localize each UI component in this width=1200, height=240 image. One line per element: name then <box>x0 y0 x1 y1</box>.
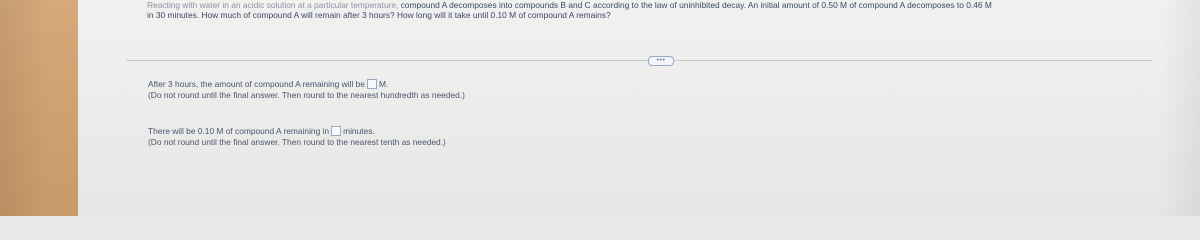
answer-1-input[interactable] <box>367 79 377 89</box>
question-line-1-main: compound A decomposes into compounds B and C according to the law of uninhibited decay. An initial amount of 0.50 M of compound A decomposes to 0.46 M <box>398 0 992 10</box>
section-divider <box>126 60 1152 61</box>
screen-edge-shadow <box>1160 0 1200 216</box>
answer-1-prompt: After 3 hours, the amount of compound A remaining will be <box>148 79 365 89</box>
screen-area <box>78 0 1200 216</box>
answer-2-unit: minutes. <box>343 126 375 136</box>
answer-1-row <box>148 79 388 89</box>
desk-background <box>0 0 78 216</box>
desk-shadow <box>0 0 78 216</box>
answer-2-input[interactable] <box>331 126 341 136</box>
question-line-1-faded: Reacting with water in an acidic solution at a particular temperature, <box>147 0 399 10</box>
question-line-2: in 30 minutes. How much of compound A will remain after 3 hours? How long will it take until 0.10 M of compound A remains? <box>147 10 611 20</box>
expand-more-button[interactable]: ••• <box>648 56 674 66</box>
answer-1-unit: M. <box>378 79 389 89</box>
question-line-1 <box>147 0 1187 10</box>
answer-2-row <box>148 126 375 136</box>
question-text <box>147 0 1187 20</box>
answer-2-hint: (Do not round until the final answer. Then round to the nearest tenth as needed.) <box>148 137 446 147</box>
answer-1-hint: (Do not round until the final answer. Then round to the nearest hundredth as needed.) <box>148 90 465 100</box>
answer-2-prompt: There will be 0.10 M of compound A remaining in <box>148 126 330 136</box>
